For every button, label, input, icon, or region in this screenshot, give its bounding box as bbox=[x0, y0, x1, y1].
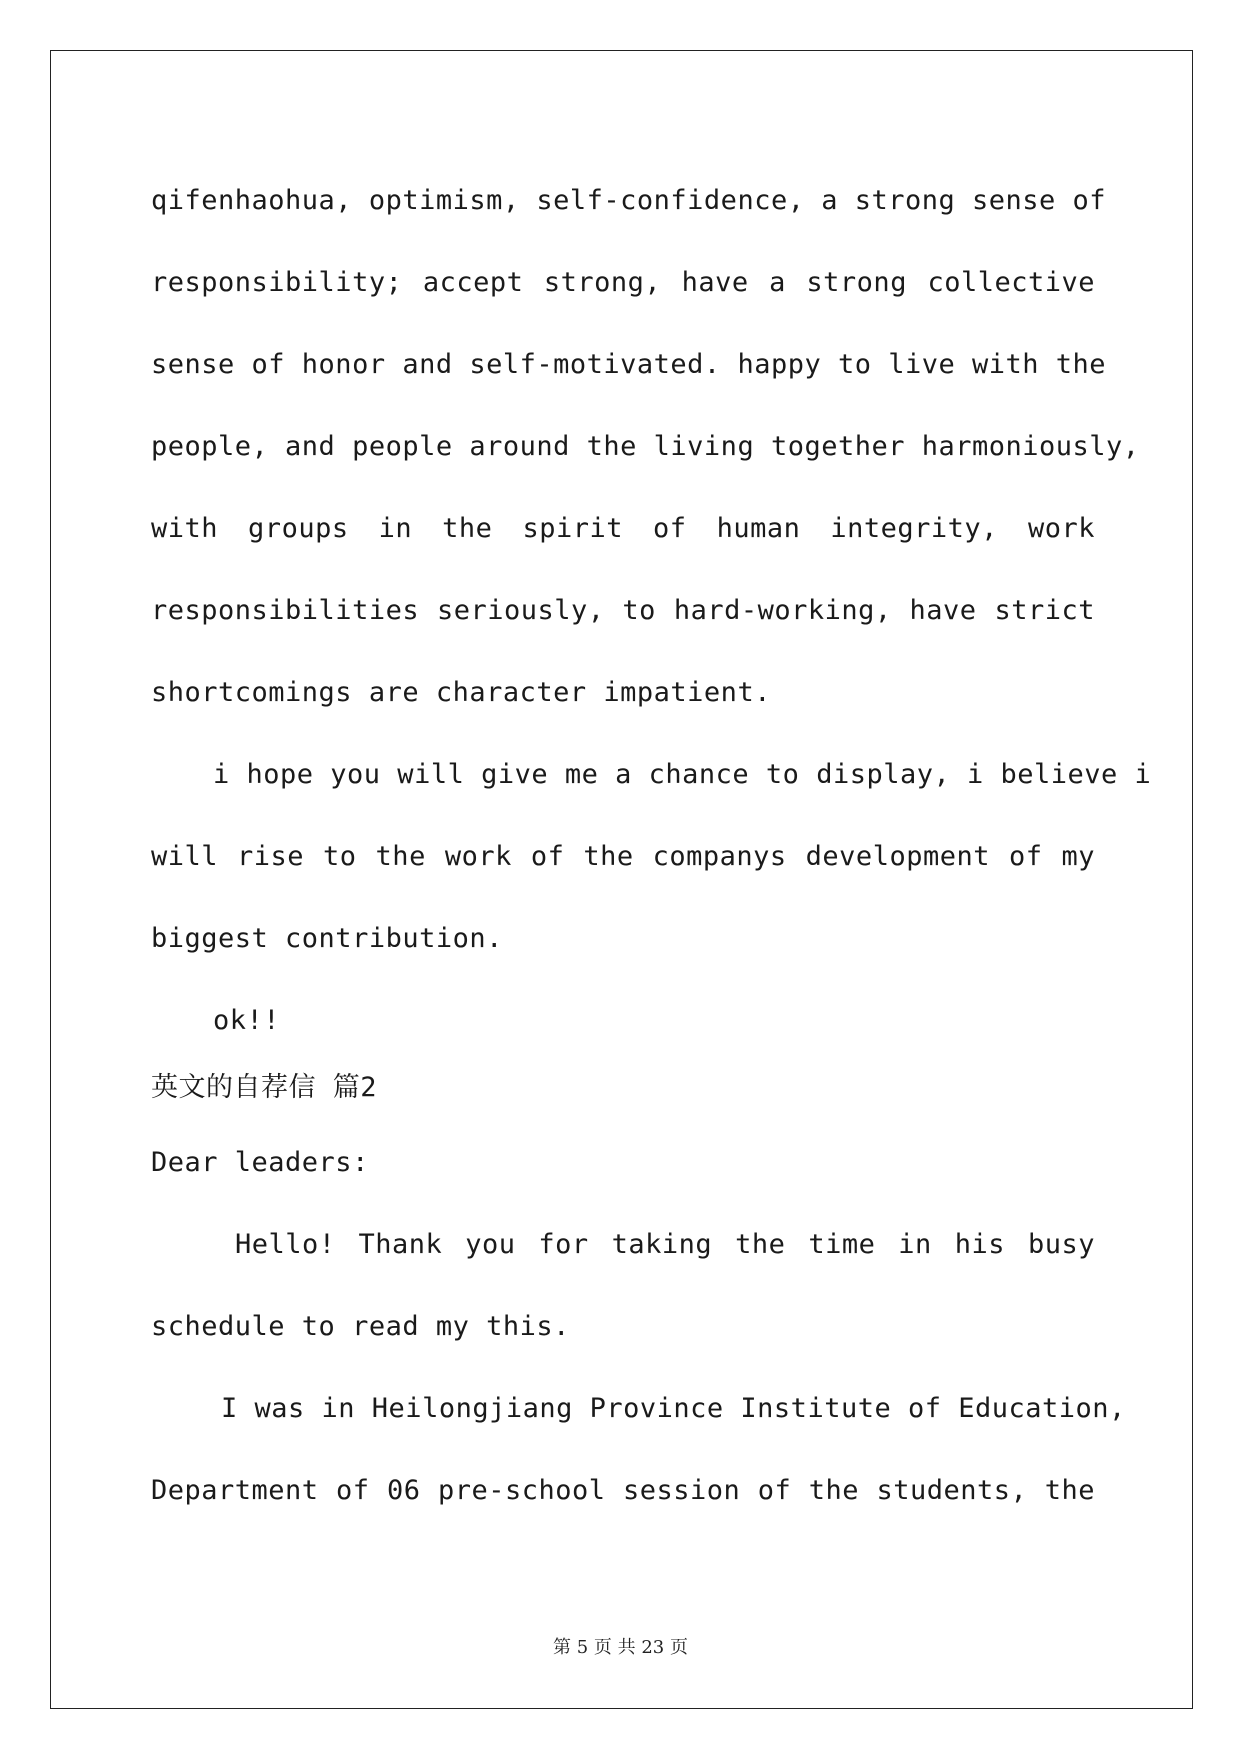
text-line: I was in Heilongjiang Province Institute of Education, bbox=[221, 1393, 1126, 1424]
page-number-footer: 第 5 页 共 23 页 bbox=[553, 1637, 688, 1658]
text-line: people, and people around the living together harmoniously, bbox=[151, 431, 1140, 462]
text-line: sense of honor and self-motivated. happy to live with the bbox=[151, 349, 1107, 380]
text-line: responsibility; accept strong, have a strong collective bbox=[151, 267, 1095, 298]
section-heading: 英文的自荐信 篇2 bbox=[151, 1072, 378, 1103]
text-line: Department of 06 pre-school session of the students, the bbox=[151, 1475, 1095, 1506]
closing-line: ok!! bbox=[213, 1005, 281, 1036]
text-line: schedule to read my this. bbox=[151, 1311, 570, 1342]
text-line: qifenhaohua, optimism, self-confidence, a strong sense of bbox=[151, 185, 1107, 216]
salutation: Dear leaders: bbox=[151, 1147, 369, 1178]
text-line: i hope you will give me a chance to display, i believe i bbox=[213, 759, 1152, 790]
text-line: will rise to the work of the companys development of my bbox=[151, 841, 1095, 872]
text-line: Hello! Thank you for taking the time in his busy bbox=[235, 1229, 1095, 1260]
document-body bbox=[151, 160, 1152, 1532]
text-line: responsibilities seriously, to hard-working, have strict bbox=[151, 595, 1095, 626]
text-line: with groups in the spirit of human integrity, work bbox=[151, 513, 1095, 544]
text-line: shortcomings are character impatient. bbox=[151, 677, 771, 708]
text-line: biggest contribution. bbox=[151, 923, 503, 954]
